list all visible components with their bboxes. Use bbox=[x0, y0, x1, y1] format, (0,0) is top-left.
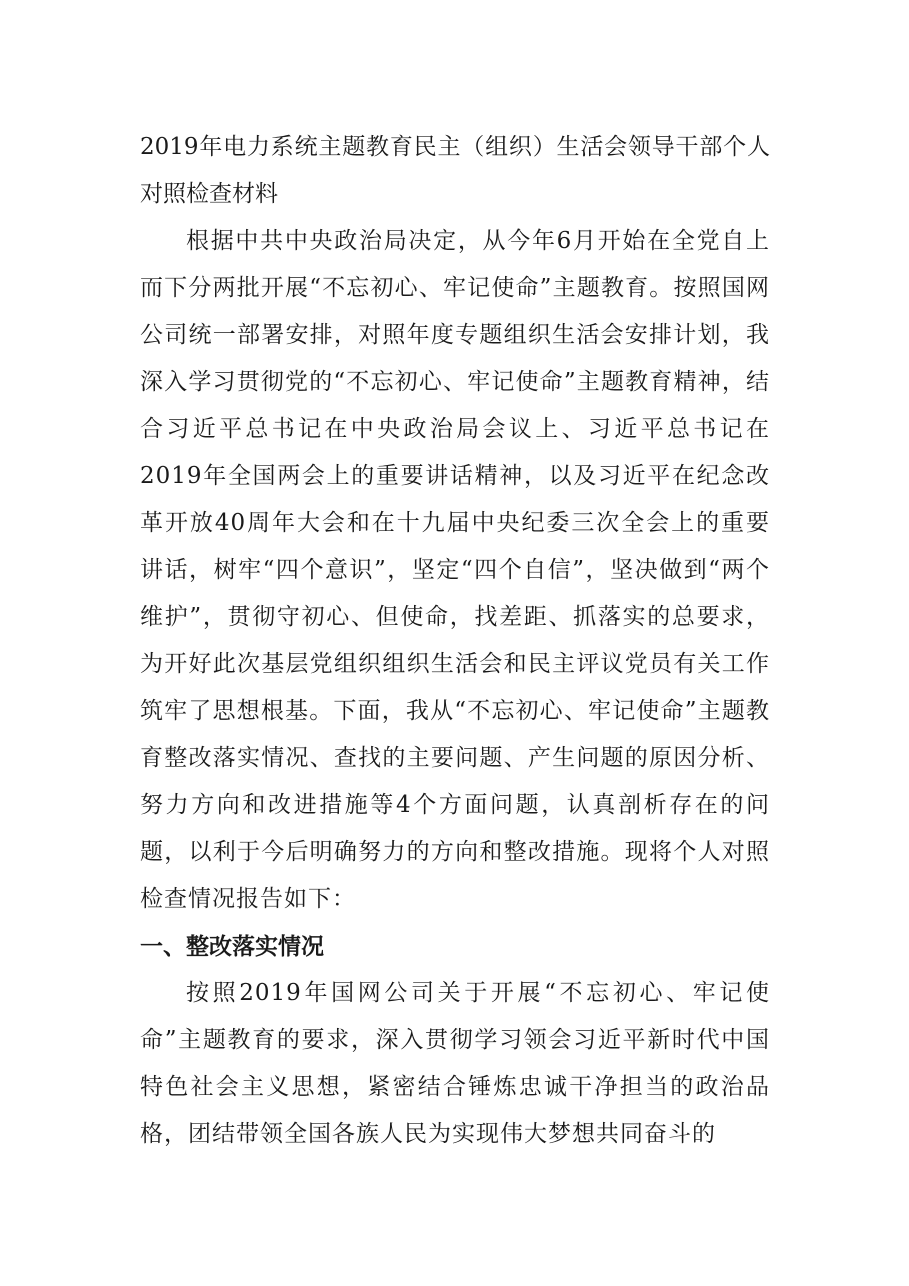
section-heading: 一、整改落实情况 bbox=[140, 933, 324, 960]
section-paragraph: 按照2019年国网公司关于开展“不忘初心、牢记使命”主题教育的要求，深入贯彻学习领会习近平新时代中国特色社会主义思想，紧密结合锤炼忠诚干净担当的政治品格，团结带领全国各族人民为实现伟大梦想共同奋斗的 bbox=[140, 980, 770, 1147]
intro-paragraph: 根据中共中央政治局决定，从今年6月开始在全党自上而下分两批开展“不忘初心、牢记使命”主题教育。按照国网公司统一部署安排，对照年度专题组织生活会安排计划，我深入学习贯彻党的“不忘初心、牢记使命”主题教育精神，结合习近平总书记在中央政治局会议上、习近平总书记在2019年全国两会上的重要讲话精神，以及习近平在纪念改革开放40周年大会和在十九届中央纪委三次全会上的重要讲话，树牢“四个意识”，坚定“四个自信”，坚决做到“两个维护”，贯彻守初心、但使命，找差距、抓落实的总要求，为开好此次基层党组织组织生活会和民主评议党员有关工作筑牢了思想根基。下面，我从“不忘初心、牢记使命”主题教育整改落实情况、查找的主要问题、产生问题的原因分析、努力方向和改进措施等4个方面问题，认真剖析存在的问题，以利于今后明确努力的方向和整改措施。现将个人对照检查情况报告如下： bbox=[140, 228, 770, 912]
document-page bbox=[140, 124, 770, 1158]
document-title: 2019年电力系统主题教育民主（组织）生活会领导干部个人对照检查材料 bbox=[140, 134, 770, 207]
